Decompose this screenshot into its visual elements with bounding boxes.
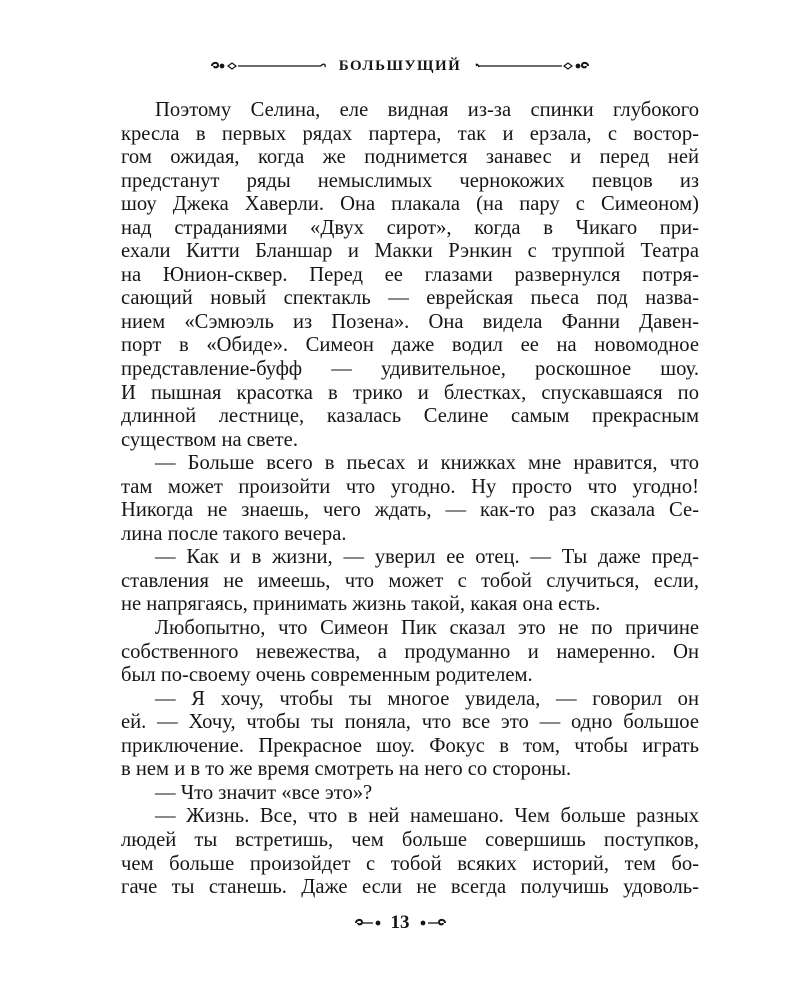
text-line: гом ожидая, когда же поднимется занавес и перед ней [121, 146, 699, 169]
text-line: над страданиями «Двух сирот», когда в Чикаго при- [121, 216, 699, 239]
left-ornament-icon [209, 59, 327, 73]
text-line: предстанут ряды немыслимых чернокожих певцов из [121, 169, 699, 192]
text-line: — Что значит «все это»? [155, 781, 373, 804]
paragraph [121, 617, 699, 688]
right-folio-ornament-icon [418, 916, 448, 930]
text-line: в нем и в то же время смотреть на него со стороны. [121, 758, 572, 781]
text-line: сающий новый спектакль — еврейская пьеса под назва- [121, 287, 699, 310]
text-line: длинной лестнице, казалась Селине самым прекрасным [121, 405, 699, 428]
text-line: гаче ты станешь. Даже если не всегда получишь удоволь- [121, 876, 699, 899]
text-line: лина после такого вечера. [121, 522, 347, 545]
text-line: — Как и в жизни, — уверил ее отец. — Ты даже пред- [155, 546, 699, 569]
text-line: на Юнион-сквер. Перед ее глазами развернулся потря- [121, 263, 699, 286]
text-line: приключение. Прекрасное шоу. Фокус в том, чтобы играть [121, 734, 699, 757]
paragraph [121, 452, 699, 546]
body-text [121, 99, 699, 900]
paragraph [121, 782, 699, 806]
text-line: — Больше всего в пьесах и книжках мне нравится, что [155, 452, 699, 475]
text-line: представление-буфф — удивительное, роскошное шоу. [121, 358, 699, 381]
text-line: Поэтому Селина, еле видная из-за спинки глубокого [155, 99, 699, 121]
page-number: 13 [390, 912, 410, 933]
text-line: — Я хочу, чтобы ты многое увидела, — говорил он [155, 687, 699, 710]
left-folio-ornament-icon [353, 916, 383, 930]
text-line: был по-своему очень современным родителем. [121, 664, 533, 687]
text-line: существом на свете. [121, 428, 298, 451]
right-ornament-icon [473, 59, 591, 73]
text-line: там может произойти что угодно. Ну просто что угодно! [121, 475, 699, 498]
page-footer [300, 910, 500, 936]
text-line: кресла в первых рядах партера, так и ерзала, с востор- [121, 122, 699, 145]
text-line: И пышная красотка в трико и блестках, спускавшаяся по [121, 381, 699, 404]
paragraph [121, 546, 699, 617]
running-header [200, 52, 600, 80]
text-line: шоу Джека Хаверли. Она плакала (на пару с Симеоном) [121, 193, 699, 216]
text-line: собственного невежества, а продуманно и намеренно. Он [121, 640, 699, 663]
text-line: ставления не имеешь, что может с тобой случиться, если, [121, 569, 699, 592]
text-line: ехали Китти Бланшар и Макки Рэнкин с труппой Театра [121, 240, 699, 263]
text-line: нием «Сэмюэль из Позена». Она видела Фанни Давен- [121, 310, 699, 333]
paragraph [121, 805, 699, 899]
text-line: чем больше произойдет с тобой всяких историй, тем бо- [121, 852, 699, 875]
text-line: — Жизнь. Все, что в ней намешано. Чем больше разных [155, 805, 699, 828]
text-line: порт в «Обиде». Симеон даже водил ее на новомодное [121, 334, 699, 357]
text-line: Любопытно, что Симеон Пик сказал это не по причине [155, 617, 699, 640]
paragraph [121, 99, 699, 452]
running-title: БОЛЬШУЩИЙ [338, 57, 462, 74]
text-line: Никогда не знаешь, чего ждать, — как-то раз сказала Се- [121, 499, 699, 522]
text-line: не напрягаясь, принимать жизнь такой, какая она есть. [121, 593, 601, 616]
text-line: ей. — Хочу, чтобы ты поняла, что все это — одно большое [121, 711, 699, 734]
paragraph [121, 688, 699, 782]
text-line: людей ты встретишь, чем больше совершишь поступков, [121, 828, 699, 851]
